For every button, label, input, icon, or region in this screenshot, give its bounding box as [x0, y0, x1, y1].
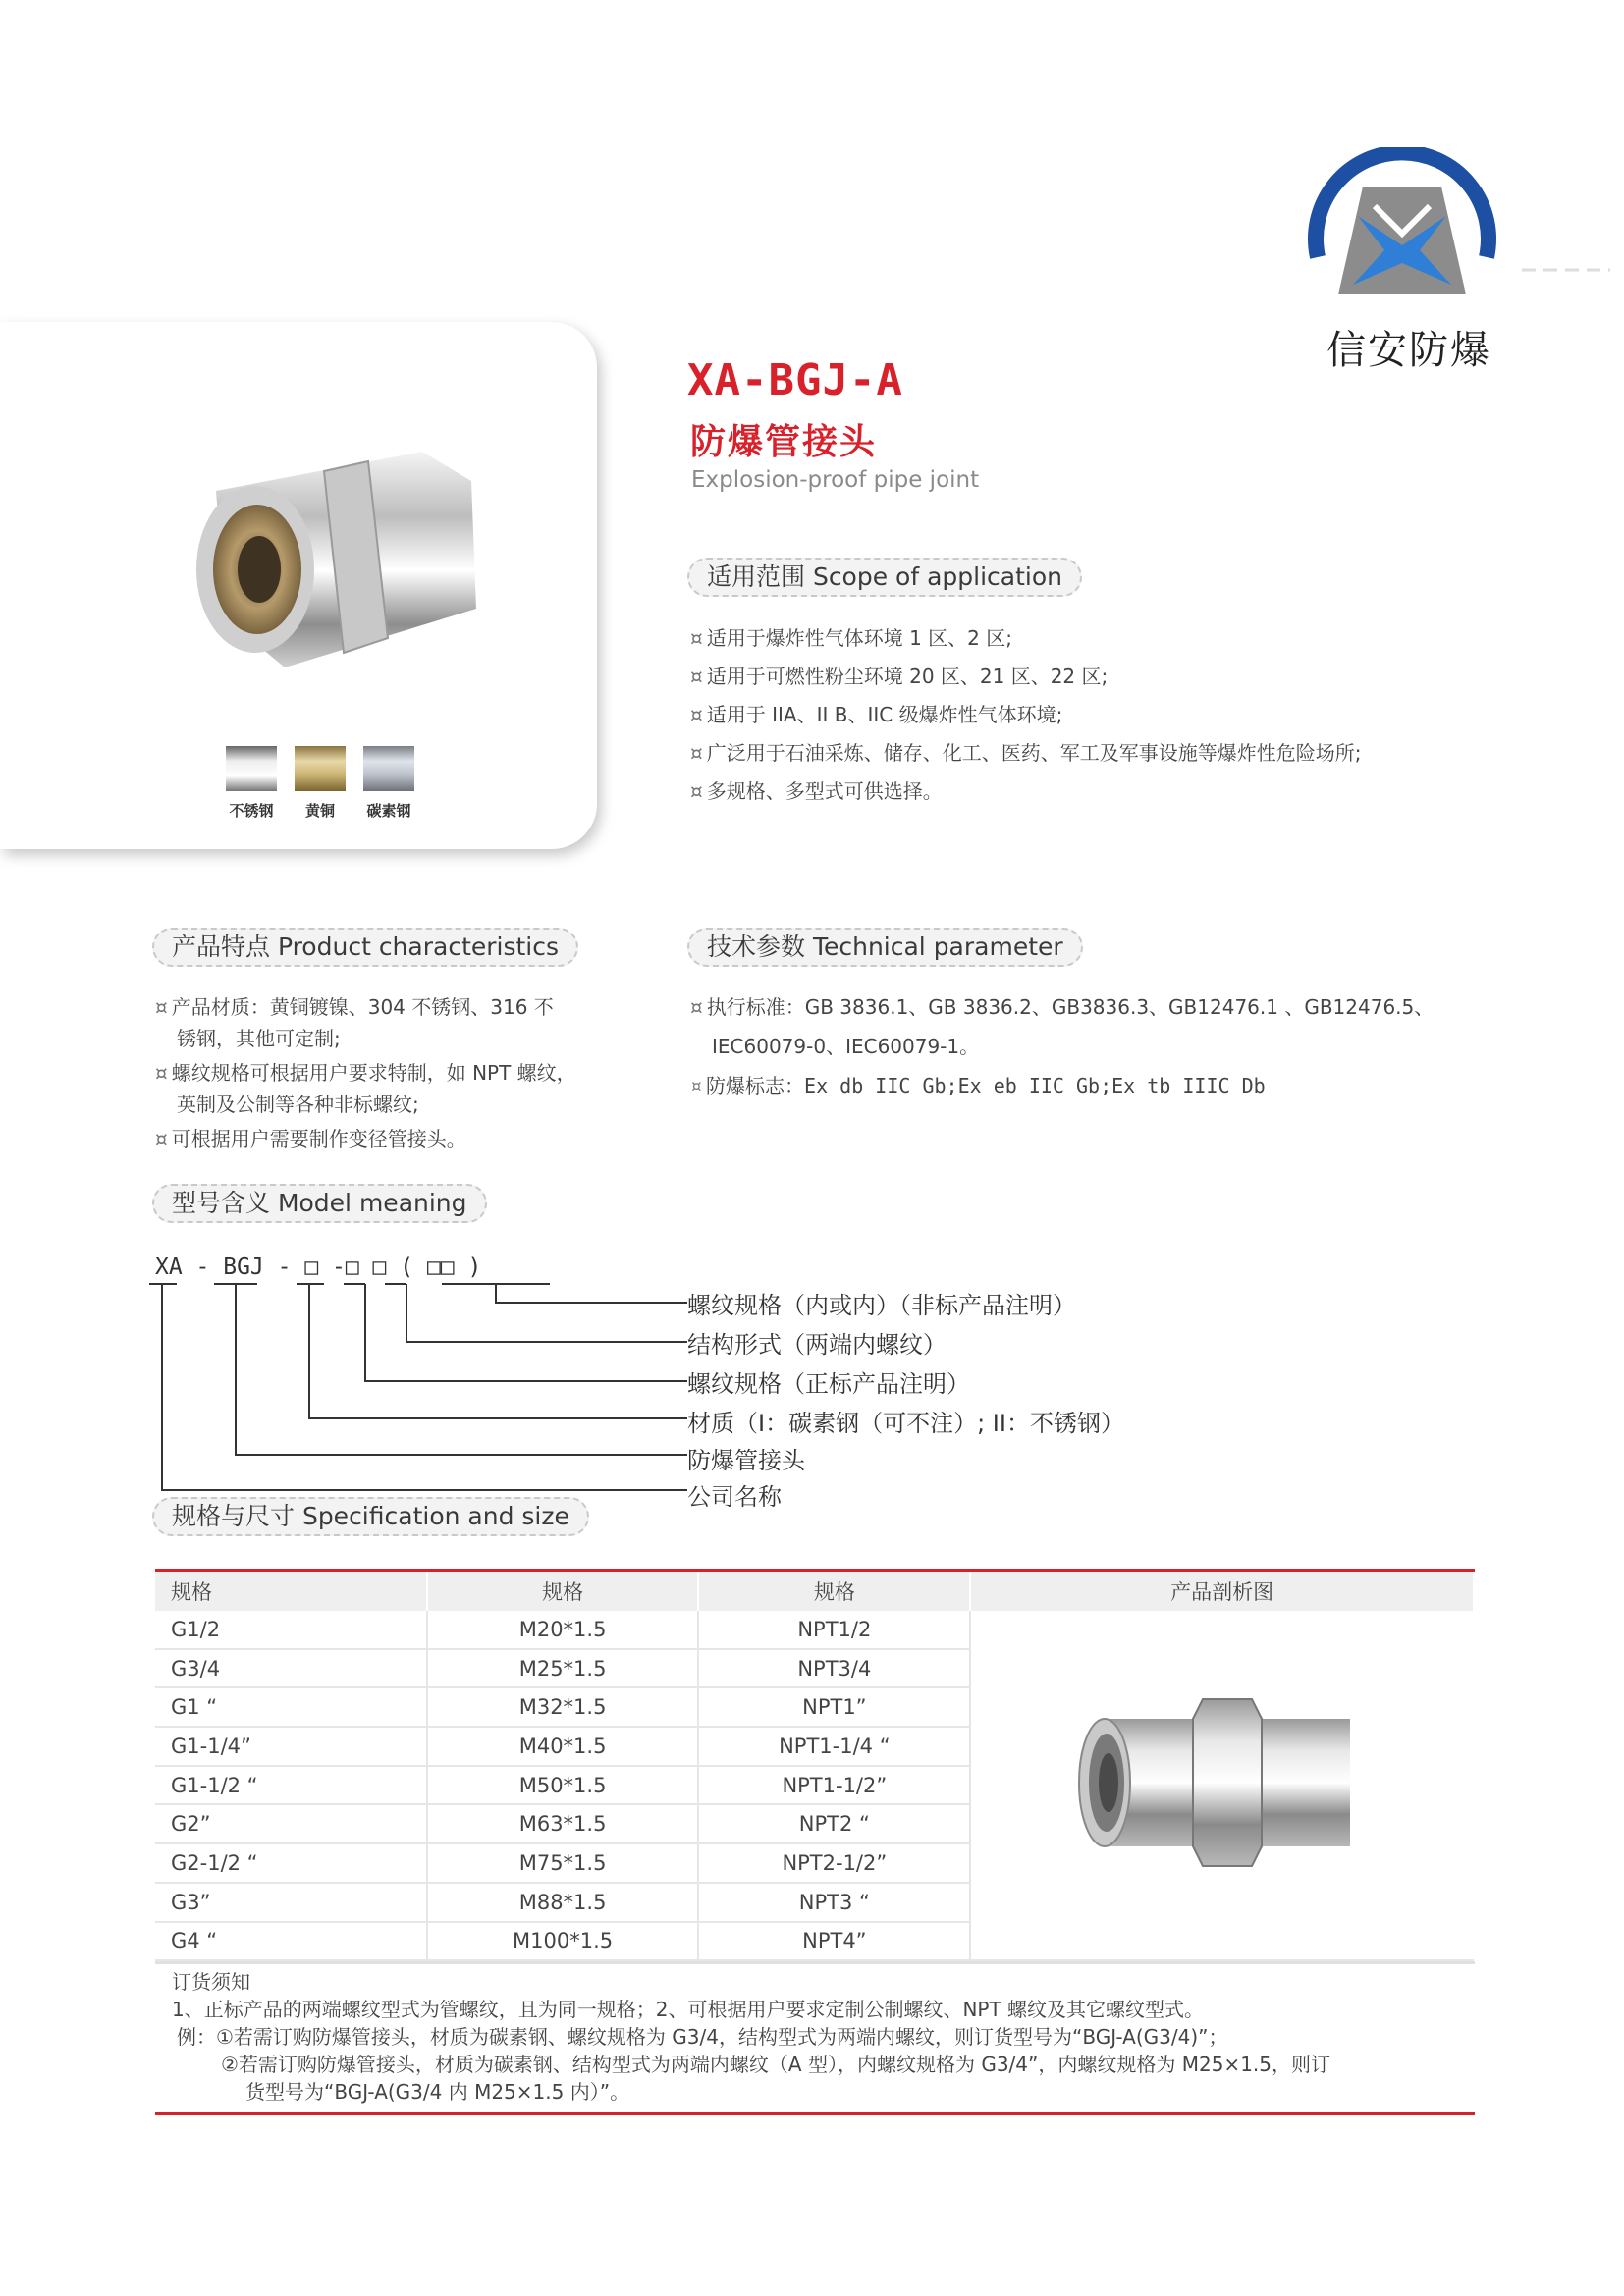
- swatch-stainless-steel: [226, 746, 277, 791]
- model-label: 防爆管接头: [687, 1447, 805, 1474]
- table-cell: M40*1.5: [427, 1727, 699, 1766]
- brand-logo: [1304, 147, 1500, 304]
- table-cell: G2-1/2 “: [155, 1843, 427, 1883]
- table-cell: NPT1-1/4 “: [698, 1727, 970, 1766]
- model-code: XA - BGJ - □ -□ □ ( □□ ): [155, 1255, 482, 1280]
- product-name-cn: 防爆管接头: [690, 422, 878, 462]
- table-cell: NPT4”: [698, 1922, 970, 1961]
- table-row: [155, 1611, 1474, 1649]
- table-cell: G1/2: [155, 1611, 427, 1649]
- notes-line: 例：①若需订购防爆管接头，材质为碳素钢、螺纹规格为 G3/4，结构型式为两端内螺纹，则订货型号为“BGJ-A(G3/4)”；: [177, 2025, 1228, 2049]
- swatch-label: 碳素钢: [366, 802, 411, 820]
- table-cell: M20*1.5: [427, 1611, 699, 1649]
- table-cell: NPT1-1/2”: [698, 1766, 970, 1805]
- table-cell: NPT2-1/2”: [698, 1843, 970, 1883]
- table-cell: NPT3/4: [698, 1649, 970, 1688]
- technical-line: ¤ 防爆标志：Ex db IIC Gb;Ex eb IIC Gb;Ex tb IIIC Db: [690, 1074, 1266, 1097]
- table-cell: G4 “: [155, 1922, 427, 1961]
- notes-line: 货型号为“BGJ-A(G3/4 内 M25×1.5 内）”。: [245, 2080, 630, 2104]
- table-header: 规格: [155, 1571, 427, 1612]
- section-image: [1060, 1675, 1384, 1891]
- scope-item: ¤ 适用于爆炸性气体环境 1 区、2 区;: [690, 626, 1012, 650]
- section-title-technical: 技术参数 Technical parameter: [687, 928, 1083, 967]
- model-label: 螺纹规格（正标产品注明）: [687, 1370, 970, 1398]
- table-header: 规格: [427, 1571, 699, 1612]
- brand-name: 信安防爆: [1326, 328, 1491, 373]
- characteristics-line: 锈钢，其他可定制;: [177, 1027, 341, 1050]
- characteristics-line: ¤ 产品材质：黄铜镀镍、304 不锈钢、316 不: [155, 995, 554, 1019]
- swatch-carbon-steel: [363, 746, 414, 791]
- scope-item: ¤ 广泛用于石油采炼、储存、化工、医药、军工及军事设施等爆炸性危险场所;: [690, 741, 1362, 765]
- technical-line: IEC60079-0、IEC60079-1。: [712, 1035, 980, 1058]
- scope-item: ¤ 适用于 IIA、II B、IIC 级爆炸性气体环境;: [690, 703, 1063, 726]
- table-cell: NPT1/2: [698, 1611, 970, 1649]
- section-title-model-meaning: 型号含义 Model meaning: [152, 1184, 487, 1223]
- swatch-brass: [295, 746, 346, 791]
- table-cell: M25*1.5: [427, 1649, 699, 1688]
- table-cell: NPT2 “: [698, 1804, 970, 1843]
- technical-line: ¤ 执行标准：GB 3836.1、GB 3836.2、GB3836.3、GB12476.1 、GB12476.5、: [690, 995, 1435, 1019]
- table-cell: NPT3 “: [698, 1883, 970, 1922]
- table-cell: M63*1.5: [427, 1804, 699, 1843]
- model-label: 公司名称: [687, 1483, 782, 1511]
- model-meaning-diagram: [147, 1276, 697, 1502]
- spec-table: [155, 1569, 1475, 1961]
- characteristics-line: 英制及公制等各种非标螺纹;: [177, 1093, 419, 1116]
- model-label: 结构形式（两端内螺纹）: [687, 1331, 947, 1359]
- characteristics-line: ¤ 可根据用户需要制作变径管接头。: [155, 1127, 466, 1150]
- swatch-label: 不锈钢: [229, 802, 274, 820]
- section-title-scope: 适用范围 Scope of application: [687, 558, 1082, 597]
- table-cell: G1 “: [155, 1687, 427, 1727]
- model-label: 材质（I：碳素钢（可不注）; II：不锈钢）: [687, 1410, 1124, 1437]
- table-cell: G1-1/2 “: [155, 1766, 427, 1805]
- table-header-row: [155, 1571, 1474, 1612]
- table-cell: M50*1.5: [427, 1766, 699, 1805]
- table-cell: M88*1.5: [427, 1883, 699, 1922]
- model-label: 螺纹规格（内或内）（非标产品注明）: [687, 1292, 1076, 1319]
- section-image-cell: [970, 1611, 1474, 1960]
- decorative-dashes: [1522, 268, 1610, 272]
- section-title-characteristics: 产品特点 Product characteristics: [152, 928, 578, 967]
- product-name-en: Explosion-proof pipe joint: [691, 467, 980, 493]
- notes-title: 订货须知: [172, 1970, 250, 1994]
- product-photo: [177, 432, 511, 677]
- notes-line: 1、正标产品的两端螺纹型式为管螺纹，且为同一规格；2、可根据用户要求定制公制螺纹、NPT 螺纹及其它螺纹型式。: [172, 1998, 1205, 2021]
- table-cell: M32*1.5: [427, 1687, 699, 1727]
- table-cell: G3”: [155, 1883, 427, 1922]
- notes-bottom-rule: [155, 2112, 1475, 2115]
- product-model: XA-BGJ-A: [687, 355, 903, 405]
- swatch-label: 黄铜: [304, 802, 335, 820]
- table-cell: G2”: [155, 1804, 427, 1843]
- table-header: 规格: [698, 1571, 970, 1612]
- table-cell: M100*1.5: [427, 1922, 699, 1961]
- section-title-spec: 规格与尺寸 Specification and size: [152, 1497, 589, 1536]
- scope-item: ¤ 适用于可燃性粉尘环境 20 区、21 区、22 区;: [690, 665, 1109, 688]
- table-cell: M75*1.5: [427, 1843, 699, 1883]
- table-cell: G1-1/4”: [155, 1727, 427, 1766]
- notes-line: ②若需订购防爆管接头，材质为碳素钢、结构型式为两端内螺纹（A 型），内螺纹规格为 G3/4”，内螺纹规格为 M25×1.5，则订: [221, 2053, 1330, 2076]
- scope-item: ¤ 多规格、多型式可供选择。: [690, 779, 943, 803]
- table-cell: NPT1”: [698, 1687, 970, 1727]
- characteristics-line: ¤ 螺纹规格可根据用户要求特制，如 NPT 螺纹，: [155, 1061, 576, 1085]
- table-cell: G3/4: [155, 1649, 427, 1688]
- table-header: 产品剖析图: [970, 1571, 1474, 1612]
- table-bottom-rule: [155, 1961, 1475, 1964]
